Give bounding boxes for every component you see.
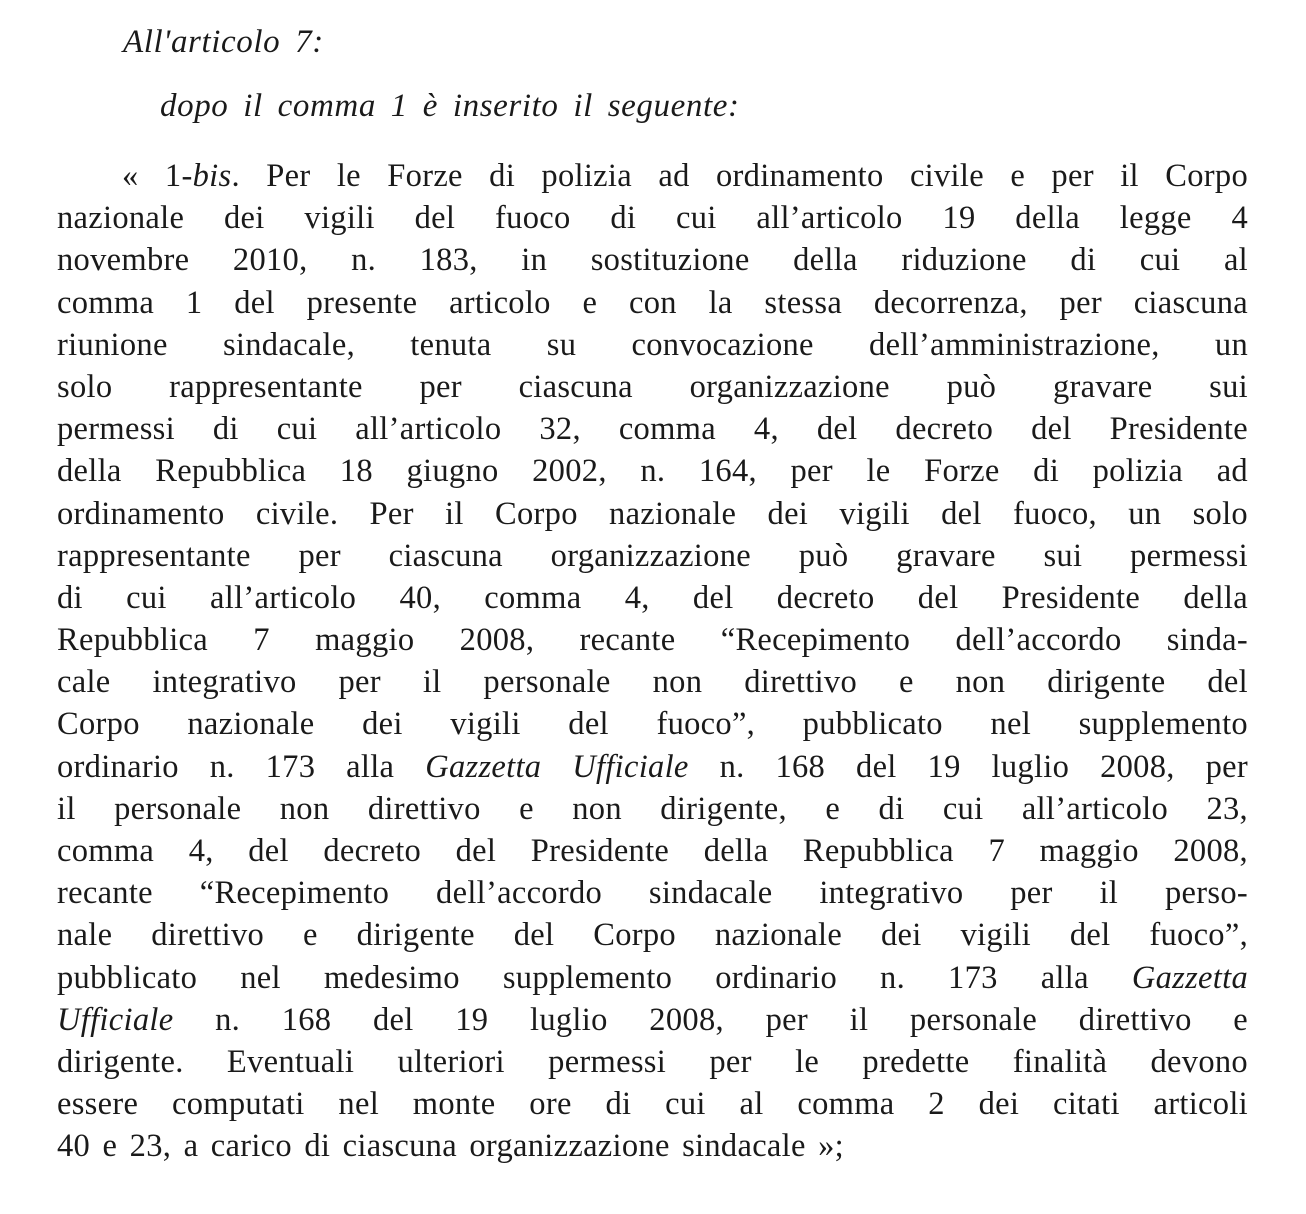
text-fragment: nazionale dei vigili del fuoco di cui all’articolo 19 della legge 4	[57, 200, 1248, 237]
paragraph-line	[57, 830, 1248, 872]
text-fragment: 40 e 23, a carico di ciascuna organizzazione sindacale »;	[57, 1128, 845, 1165]
paragraph-line	[57, 746, 1248, 788]
paragraph-line	[57, 661, 1248, 703]
italic-text: bis	[192, 158, 232, 194]
text-fragment: dirigente. Eventuali ulteriori permessi per le predette finalità devono	[57, 1043, 1248, 1080]
inserted-paragraph-1-bis	[57, 155, 1248, 1168]
text-fragment: pubblicato nel medesimo supplemento ordinario n. 173 alla	[57, 959, 1132, 996]
text-fragment: essere computati nel monte ore di cui al comma 2 dei citati articoli	[57, 1086, 1248, 1123]
italic-text: Gazzetta	[1131, 959, 1248, 996]
paragraph-line	[57, 1083, 1248, 1125]
text-fragment: rappresentante per ciascuna organizzazione può gravare sui permessi	[57, 537, 1248, 574]
paragraph-line	[57, 872, 1248, 914]
text-fragment: . Per le Forze di polizia ad ordinamento civile e per il Corpo	[231, 158, 1248, 194]
paragraph-line	[57, 282, 1248, 324]
paragraph-line	[57, 535, 1248, 577]
text-fragment: di cui all’articolo 40, comma 4, del decreto del Presidente della	[57, 579, 1248, 616]
article-heading: All'articolo 7:	[123, 24, 324, 60]
text-fragment: Repubblica 7 maggio 2008, recante “Recepimento dell’accordo sinda-	[57, 622, 1248, 659]
text-fragment: solo rappresentante per ciascuna organizzazione può gravare sui	[57, 368, 1248, 405]
paragraph-line	[57, 619, 1248, 661]
paragraph-line	[57, 324, 1248, 366]
paragraph-line	[57, 450, 1248, 492]
text-fragment: novembre 2010, n. 183, in sostituzione della riduzione di cui al	[57, 242, 1248, 279]
paragraph-line	[57, 197, 1248, 239]
paragraph-line	[57, 155, 1248, 197]
text-fragment: permessi di cui all’articolo 32, comma 4, del decreto del Presidente	[57, 411, 1248, 448]
text-fragment: n. 168 del 19 luglio 2008, per	[688, 748, 1248, 785]
text-fragment: Corpo nazionale dei vigili del fuoco”, pubblicato nel supplemento	[57, 706, 1248, 743]
paragraph-line	[57, 703, 1248, 745]
paragraph-line	[57, 366, 1248, 408]
text-fragment: cale integrativo per il personale non direttivo e non dirigente del	[57, 664, 1248, 701]
paragraph-line	[57, 577, 1248, 619]
text-fragment: comma 1 del presente articolo e con la stessa decorrenza, per ciascuna	[57, 284, 1248, 321]
text-fragment: il personale non direttivo e non dirigente, e di cui all’articolo 23,	[57, 790, 1248, 827]
italic-text: Gazzetta Ufficiale	[425, 748, 689, 785]
paragraph-line	[57, 914, 1248, 956]
text-fragment: n. 168 del 19 luglio 2008, per il personale direttivo e	[173, 1001, 1248, 1038]
text-fragment: comma 4, del decreto del Presidente della Repubblica 7 maggio 2008,	[57, 833, 1248, 869]
paragraph-line	[57, 408, 1248, 450]
insertion-instruction: dopo il comma 1 è inserito il seguente:	[160, 88, 740, 124]
text-fragment: riunione sindacale, tenuta su convocazione dell’amministrazione, un	[57, 326, 1248, 363]
text-fragment: ordinamento civile. Per il Corpo nazionale dei vigili del fuoco, un solo	[57, 495, 1248, 532]
italic-text: Ufficiale	[57, 1001, 174, 1038]
text-fragment: recante “Recepimento dell’accordo sindacale integrativo per il perso-	[57, 875, 1248, 912]
text-fragment: nale direttivo e dirigente del Corpo nazionale dei vigili del fuoco”,	[57, 917, 1248, 954]
paragraph-line	[57, 1041, 1248, 1083]
paragraph-line	[57, 999, 1248, 1041]
text-fragment: ordinario n. 173 alla	[57, 748, 426, 785]
paragraph-line	[57, 239, 1248, 281]
paragraph-line	[57, 493, 1248, 535]
paragraph-line	[57, 1125, 1248, 1167]
text-fragment: « 1-	[122, 158, 193, 194]
text-fragment: della Repubblica 18 giugno 2002, n. 164, per le Forze di polizia ad	[57, 453, 1248, 490]
paragraph-line	[57, 788, 1248, 830]
paragraph-line	[57, 957, 1248, 999]
